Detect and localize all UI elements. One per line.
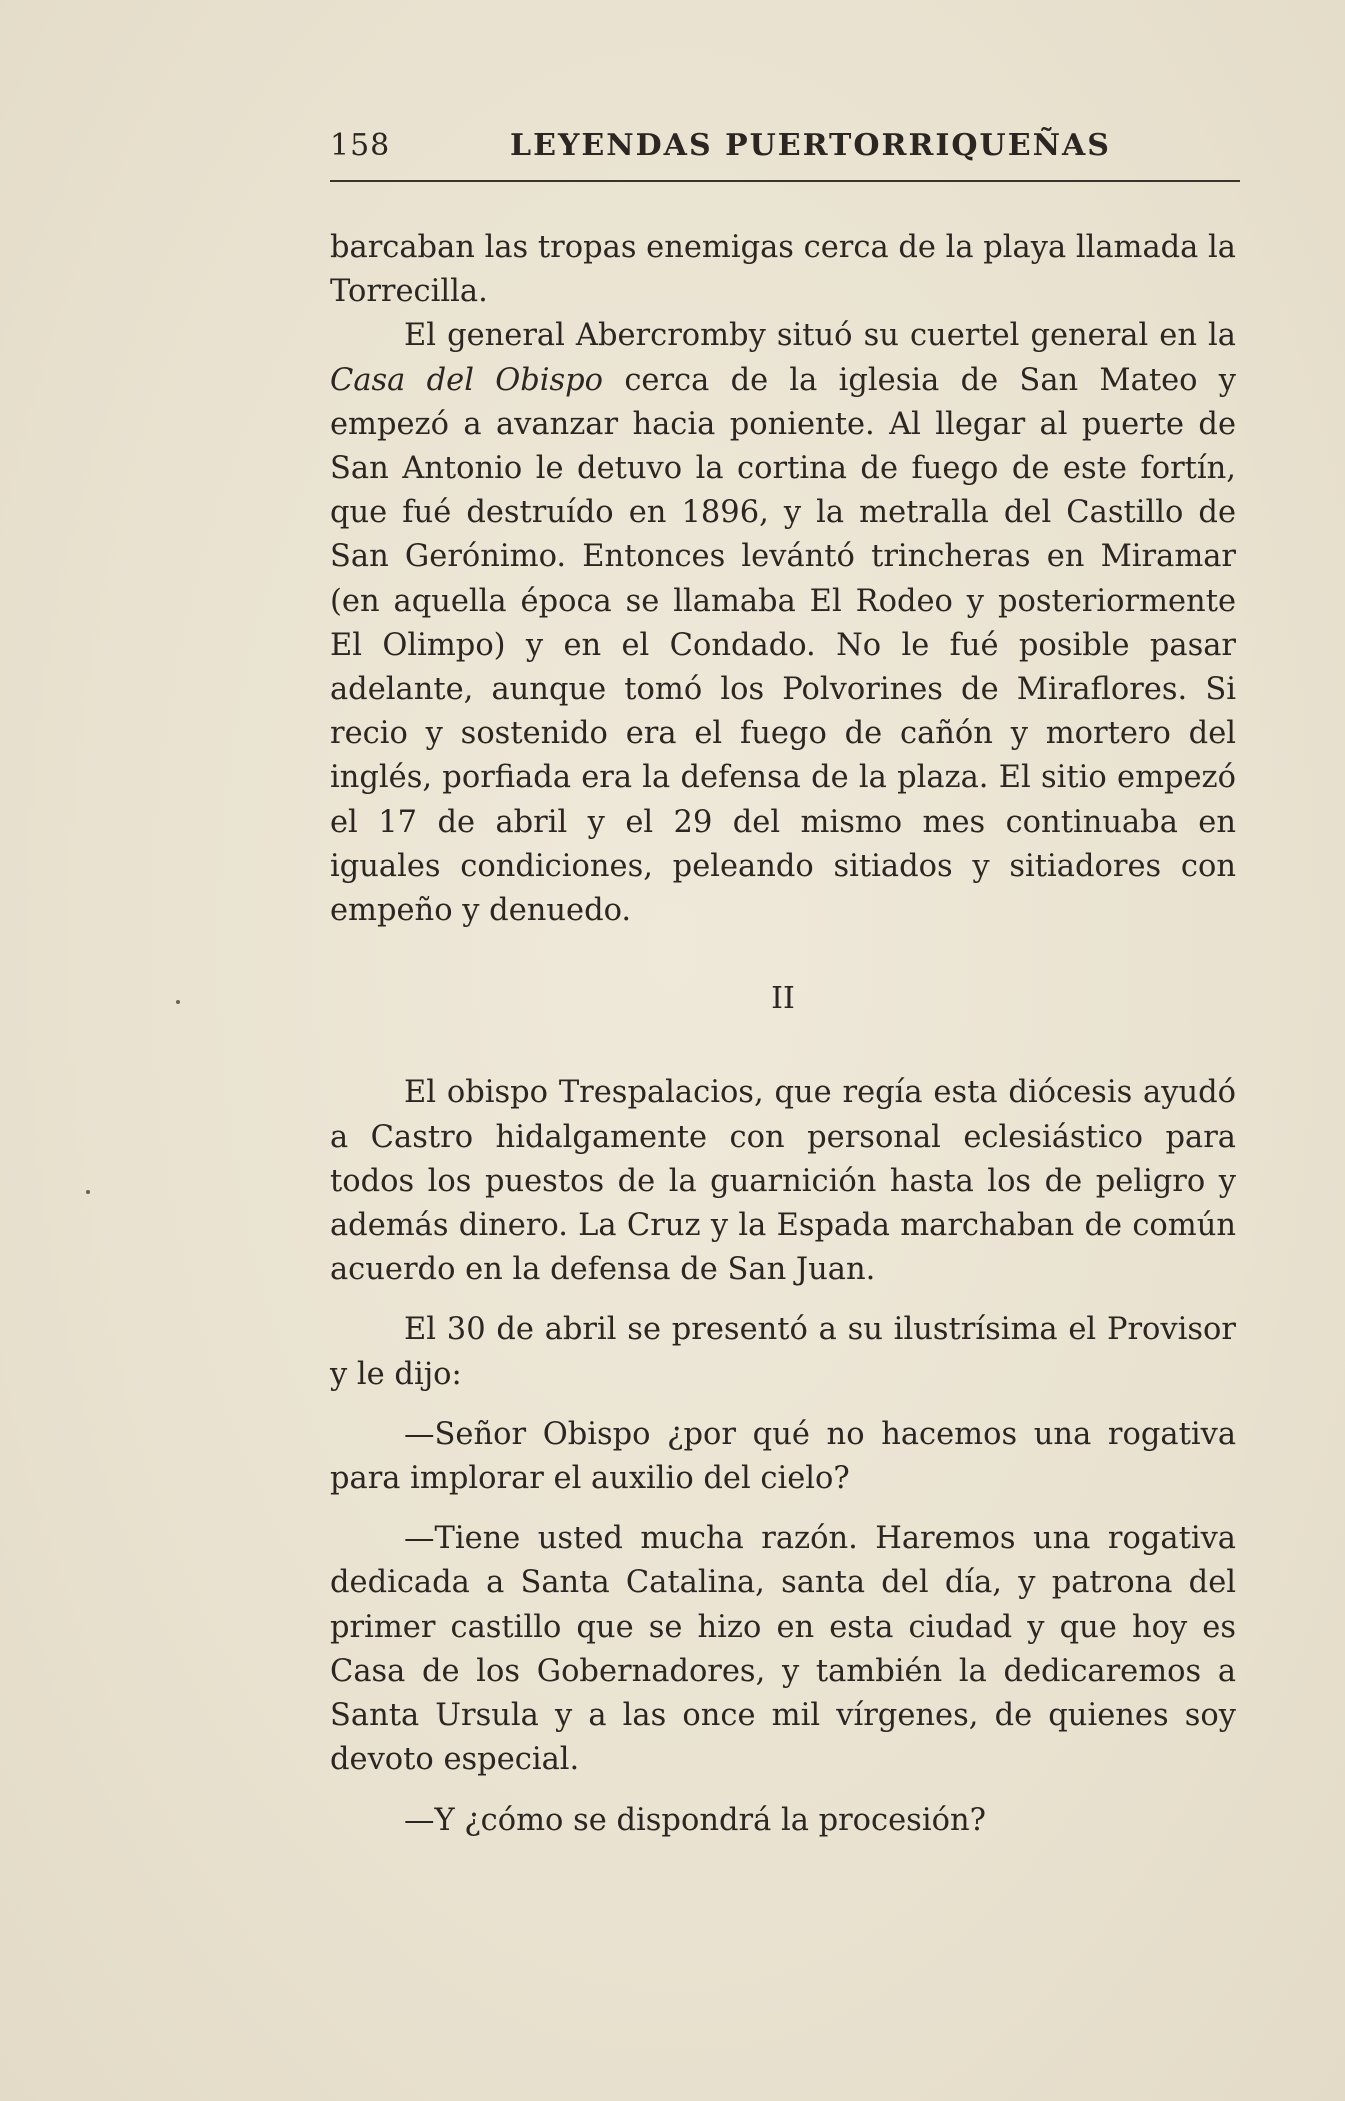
paragraph-abercromby	[330, 314, 1236, 933]
section-heading: II	[771, 981, 795, 1017]
paragraph-abercromby-start: El general Abercromby situó su cuertel general en la	[404, 318, 1236, 354]
dialogue-provisor: —Señor Obispo ¿por qué no hacemos una rogativa para implorar el auxilio del cielo?	[330, 1416, 1236, 1497]
dialogue-procesion: —Y ¿cómo se dispondrá la procesión?	[404, 1802, 986, 1838]
paper-speck	[176, 1000, 180, 1004]
page-number: 158	[330, 128, 391, 163]
body-text	[330, 226, 1236, 1843]
paragraph-trespalacios: El obispo Trespalacios, que regía esta diócesis ayudó a Castro hidalgamente con personal eclesiástico para todos los puestos de la guarnición hasta los de peligro y además dinero. La Cruz y la Espada marchaban de común acuerdo en la defensa de San Juan.	[330, 1075, 1236, 1288]
dialogue-obispo: —Tiene usted mucha razón. Haremos una rogativa dedicada a Santa Catalina, santa del día, y patrona del primer castillo que se hizo en esta ciudad y que hoy es Casa de los Gobernadores, y también la dedicaremos a Santa Ursula y a las once mil vírgenes, de quienes soy devoto especial.	[330, 1521, 1236, 1778]
casa-del-obispo-italic: Casa del Obispo	[330, 362, 604, 398]
paper-speck	[86, 1190, 90, 1194]
paragraph-provisor: El 30 de abril se presentó a su ilustrísima el Provisor y le dijo:	[330, 1312, 1236, 1392]
running-title: LEYENDAS PUERTORRIQUEÑAS	[510, 128, 1111, 163]
paragraph-continuation: barcaban las tropas enemigas cerca de la playa llamada la Torrecilla.	[330, 230, 1236, 310]
page-header	[330, 128, 1240, 182]
paragraph-abercromby-rest: cerca de la iglesia de San Mateo y empezó a avanzar hacia poniente. Al llegar al puerte de San Antonio le detuvo la cortina de fuego de este fortín, que fué destruído en 1896, y la metralla del Castillo de San Gerónimo. Entonces levántó trincheras en Miramar (en aquella época se llamaba El Rodeo y posteriormente El Olimpo) y en el Condado. No le fué posible pasar adelante, aunque tomó los Polvorines de Miraflores. Si recio y sostenido era el fuego de cañón y mortero del inglés, porfiada era la defensa de la plaza. El sitio empezó el 17 de abril y el 29 del mismo mes continuaba en iguales condiciones, peleando sitiados y sitiadores con empeño y denuedo.	[330, 362, 1236, 929]
